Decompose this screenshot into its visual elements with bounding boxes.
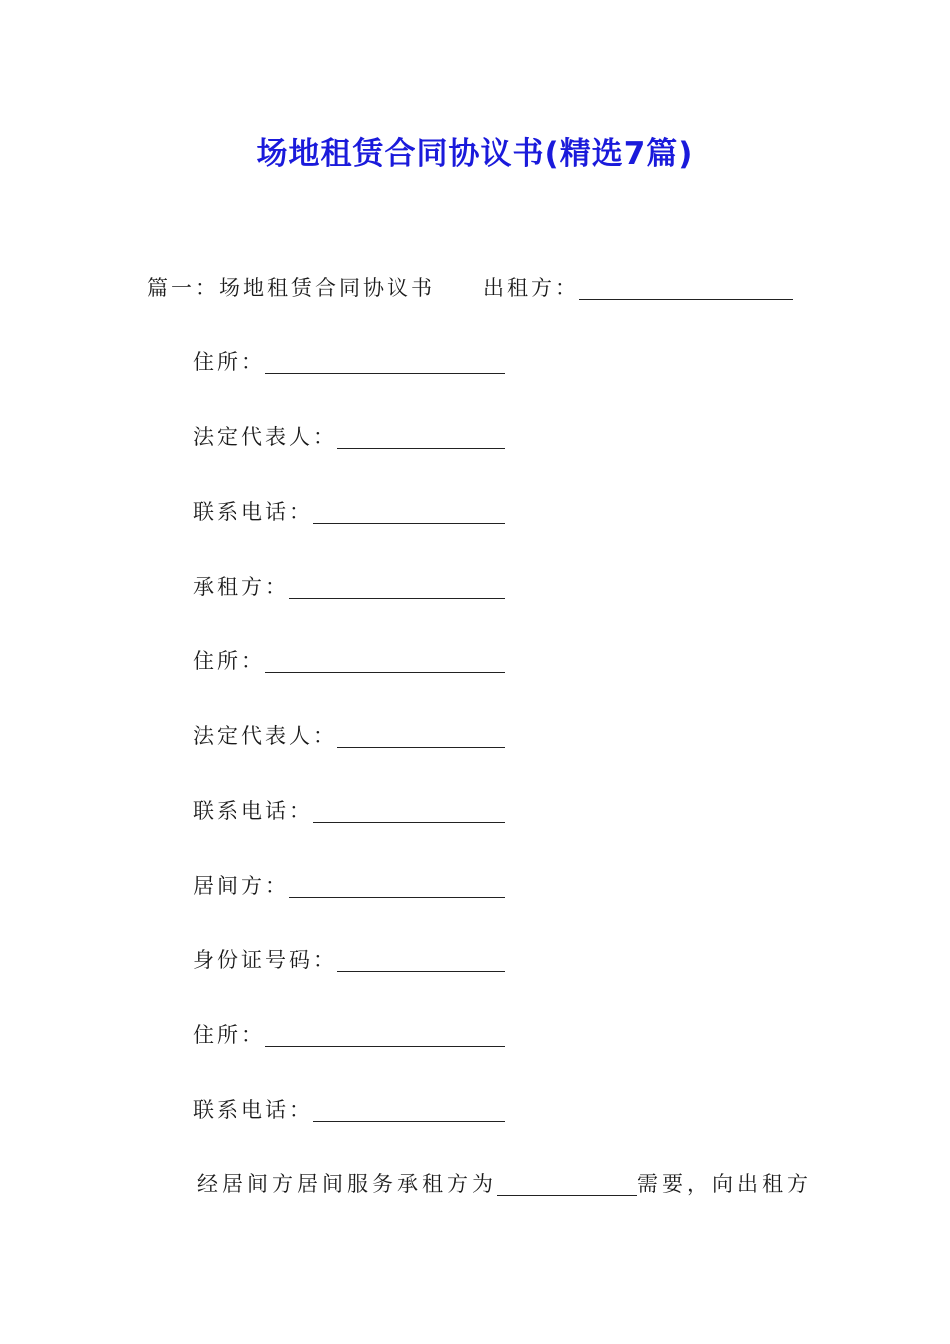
document-title: 场地租赁合同协议书(精选7篇)	[256, 136, 694, 172]
field-row	[193, 1094, 505, 1124]
paragraph-line	[197, 1168, 812, 1198]
field-label: 承租方：	[193, 575, 289, 599]
lessor-label: 出租方：	[483, 276, 579, 300]
field-label: 联系电话：	[193, 799, 313, 823]
field-blank	[313, 804, 505, 823]
field-label: 身份证号码：	[193, 948, 337, 972]
field-label: 法定代表人：	[193, 724, 337, 748]
field-row	[193, 720, 505, 750]
field-label: 住所：	[193, 350, 265, 374]
chapter-heading: 篇一：场地租赁合同协议书	[147, 276, 435, 300]
field-blank	[265, 355, 505, 374]
paragraph-text-before: 经居间方居间服务承租方为	[197, 1172, 497, 1196]
lessor-blank	[579, 281, 793, 300]
field-blank	[313, 1103, 505, 1122]
field-blank	[265, 654, 505, 673]
field-row	[193, 421, 505, 451]
field-label: 住所：	[193, 1023, 265, 1047]
field-row	[193, 645, 505, 675]
field-label: 联系电话：	[193, 500, 313, 524]
field-row	[193, 496, 505, 526]
field-label: 法定代表人：	[193, 425, 337, 449]
field-row	[193, 346, 505, 376]
chapter-line	[147, 272, 793, 302]
field-blank	[265, 1028, 505, 1047]
field-blank	[313, 505, 505, 524]
field-label: 住所：	[193, 649, 265, 673]
field-blank	[337, 430, 505, 449]
paragraph-blank	[497, 1177, 637, 1196]
field-row	[193, 944, 505, 974]
field-row	[193, 571, 505, 601]
field-blank	[337, 953, 505, 972]
field-label: 联系电话：	[193, 1098, 313, 1122]
field-label: 居间方：	[193, 874, 289, 898]
field-row	[193, 795, 505, 825]
field-blank	[337, 729, 505, 748]
paragraph-text-after: 需要，向出租方	[637, 1172, 812, 1196]
field-blank	[289, 580, 505, 599]
field-blank	[289, 879, 505, 898]
field-row	[193, 1019, 505, 1049]
field-row	[193, 870, 505, 900]
